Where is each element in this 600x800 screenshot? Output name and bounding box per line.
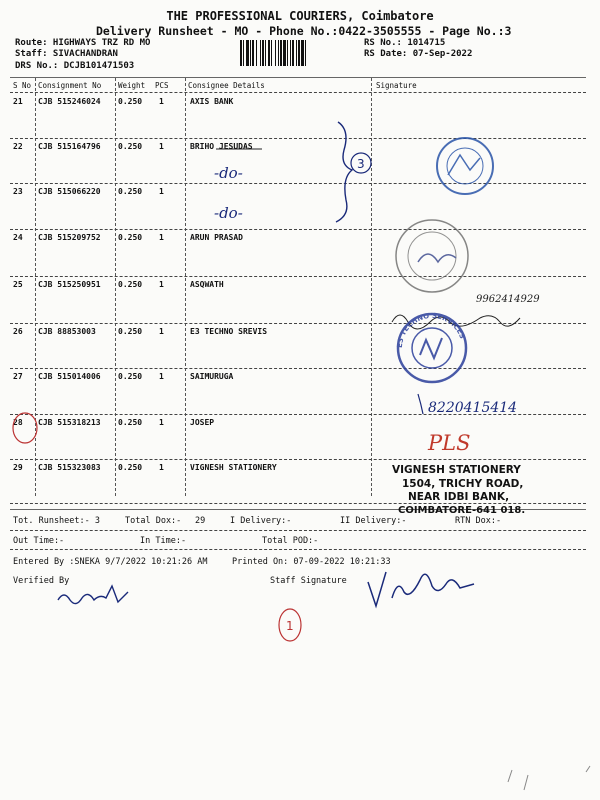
row-divider	[10, 503, 586, 504]
staff-signature-label: Staff Signature	[270, 576, 347, 586]
row-sno: 24	[13, 233, 23, 242]
row-consignment-no: CJB 515066220	[38, 187, 101, 196]
barcode	[240, 40, 358, 66]
row-pcs: 1	[159, 97, 164, 106]
tot-runsheet: Tot. Runsheet:- 3	[13, 516, 100, 526]
row-sno: 27	[13, 372, 23, 381]
table-header-rule	[10, 92, 586, 93]
circle-mark	[279, 609, 301, 641]
in-time-label: In Time:-	[140, 536, 187, 546]
col-header-consignment: Consignment No	[38, 81, 102, 90]
footer-rule	[10, 549, 586, 550]
row-sno: 26	[13, 327, 23, 336]
row-pcs: 1	[159, 280, 164, 289]
bracket-mark	[336, 122, 352, 222]
row-divider	[10, 323, 586, 324]
row-sno: 29	[13, 463, 23, 472]
row-pcs: 1	[159, 463, 164, 472]
svg-text:1504, TRICHY ROAD,: 1504, TRICHY ROAD,	[402, 478, 524, 490]
row-consignee: BRIHO JESUDAS	[190, 142, 253, 151]
col-header-weight: Weight	[118, 81, 146, 90]
row-weight: 0.250	[118, 142, 143, 151]
total-dox-value: 29	[195, 516, 206, 526]
footer-rule	[10, 530, 586, 531]
row-consignment-no: CJB 515246024	[38, 97, 101, 106]
col-header-sno: S No	[13, 81, 32, 90]
i-delivery-label: I Delivery:-	[230, 516, 292, 526]
row-consignment-no: CJB 515209752	[38, 233, 101, 242]
row-consignment-no: CJB 515164796	[38, 142, 101, 151]
row-sno: 28	[13, 418, 23, 427]
svg-text:COIMBATORE-641 018.: COIMBATORE-641 018.	[398, 505, 526, 516]
col-header-pcs: PCS	[155, 81, 169, 90]
row-weight: 0.250	[118, 280, 143, 289]
row-consignment-no: CJB 88853003	[38, 327, 96, 336]
ditto-mark: -do-	[214, 204, 243, 222]
circled-number: 3	[357, 157, 365, 171]
svg-text:E3 TECHNO SERVICES: E3 TECHNO SERVICES	[395, 311, 467, 349]
col-divider	[371, 78, 372, 496]
printed-on: Printed On: 07-09-2022 10:21:33	[232, 557, 391, 567]
svg-text:VIGNESH STATIONERY: VIGNESH STATIONERY	[392, 464, 521, 476]
row-consignment-no: CJB 515323083	[38, 463, 101, 472]
row-sno: 21	[13, 97, 23, 106]
circled-number: 1	[286, 619, 294, 633]
row-divider	[10, 229, 586, 230]
row-consignment-no: CJB 515318213	[38, 418, 101, 427]
col-header-consignee: Consignee Details	[188, 81, 265, 90]
verified-signature	[58, 586, 128, 604]
ditto-mark: -do-	[214, 164, 243, 182]
row-weight: 0.250	[118, 233, 143, 242]
table-top-rule	[10, 77, 586, 78]
row-weight: 0.250	[118, 372, 143, 381]
row-pcs: 1	[159, 187, 164, 196]
out-time-label: Out Time:-	[13, 536, 65, 546]
handwritten-phone: 8220415414	[428, 400, 518, 416]
row-sno: 23	[13, 187, 23, 196]
row-weight: 0.250	[118, 187, 143, 196]
col-header-signature: Signature	[376, 81, 417, 90]
row-consignee: ARUN PRASAD	[190, 233, 243, 242]
row-divider	[10, 459, 586, 460]
row-sno: 25	[13, 280, 23, 289]
row-pcs: 1	[159, 142, 164, 151]
drs-label: DRS No.: DCJB101471503	[15, 61, 135, 71]
row-pcs: 1	[159, 418, 164, 427]
row-pcs: 1	[159, 372, 164, 381]
entered-by: Entered By :SNEKA 9/7/2022 10:21:26 AM	[13, 557, 208, 567]
bank-stamp	[437, 138, 493, 194]
stray-mark	[508, 766, 590, 790]
row-consignment-no: CJB 515014006	[38, 372, 101, 381]
handwritten-mark	[418, 394, 423, 414]
handwritten-phone: 9962414929	[476, 294, 540, 305]
handwritten-scribble	[392, 315, 520, 329]
ii-delivery-label: II Delivery:-	[340, 516, 407, 526]
col-divider	[185, 78, 186, 496]
rs-number: RS No.: 1014715	[364, 38, 446, 48]
row-divider	[10, 183, 586, 184]
svg-text:NEAR IDBI BANK,: NEAR IDBI BANK,	[408, 491, 510, 503]
row-consignee: ASQWATH	[190, 280, 224, 289]
handwritten-pls: PLS	[428, 431, 471, 455]
row-pcs: 1	[159, 327, 164, 336]
staff-label: Staff: SIVACHANDRAN	[15, 49, 118, 59]
row-consignee: JOSEP	[190, 418, 215, 427]
row-consignee: E3 TECHNO SREVIS	[190, 327, 268, 336]
row-weight: 0.250	[118, 327, 143, 336]
row-pcs: 1	[159, 233, 164, 242]
row-weight: 0.250	[118, 418, 143, 427]
circle-mark	[351, 153, 371, 173]
row-weight: 0.250	[118, 97, 143, 106]
rs-date: RS Date: 07-Sep-2022	[364, 49, 473, 59]
col-divider	[35, 78, 36, 496]
route-label: Route: HIGHWAYS TRZ RD MO	[15, 38, 151, 48]
footer-rule	[10, 509, 586, 510]
row-divider	[10, 138, 586, 139]
row-consignee: SAIMURUGA	[190, 372, 234, 381]
row-divider	[10, 414, 586, 415]
total-pod-label: Total POD:-	[262, 536, 319, 546]
page-subtitle: Delivery Runsheet - MO - Phone No.:0422-3505555 - Page No.:3	[96, 24, 512, 38]
row-divider	[10, 368, 586, 369]
row-sno: 22	[13, 142, 23, 151]
row-divider	[10, 276, 586, 277]
staff-signature	[368, 572, 474, 606]
row-consignee: VIGNESH STATIONERY	[190, 463, 277, 472]
total-dox-label: Total Dox:-	[125, 516, 182, 526]
round-stamp	[396, 220, 468, 292]
page-title: THE PROFESSIONAL COURIERS, Coimbatore	[166, 9, 434, 23]
verified-by-label: Verified By	[13, 576, 70, 586]
row-weight: 0.250	[118, 463, 143, 472]
rtn-dox-label: RTN Dox:-	[455, 516, 502, 526]
row-consignment-no: CJB 515250951	[38, 280, 101, 289]
col-divider	[115, 78, 116, 496]
row-consignee: AXIS BANK	[190, 97, 234, 106]
